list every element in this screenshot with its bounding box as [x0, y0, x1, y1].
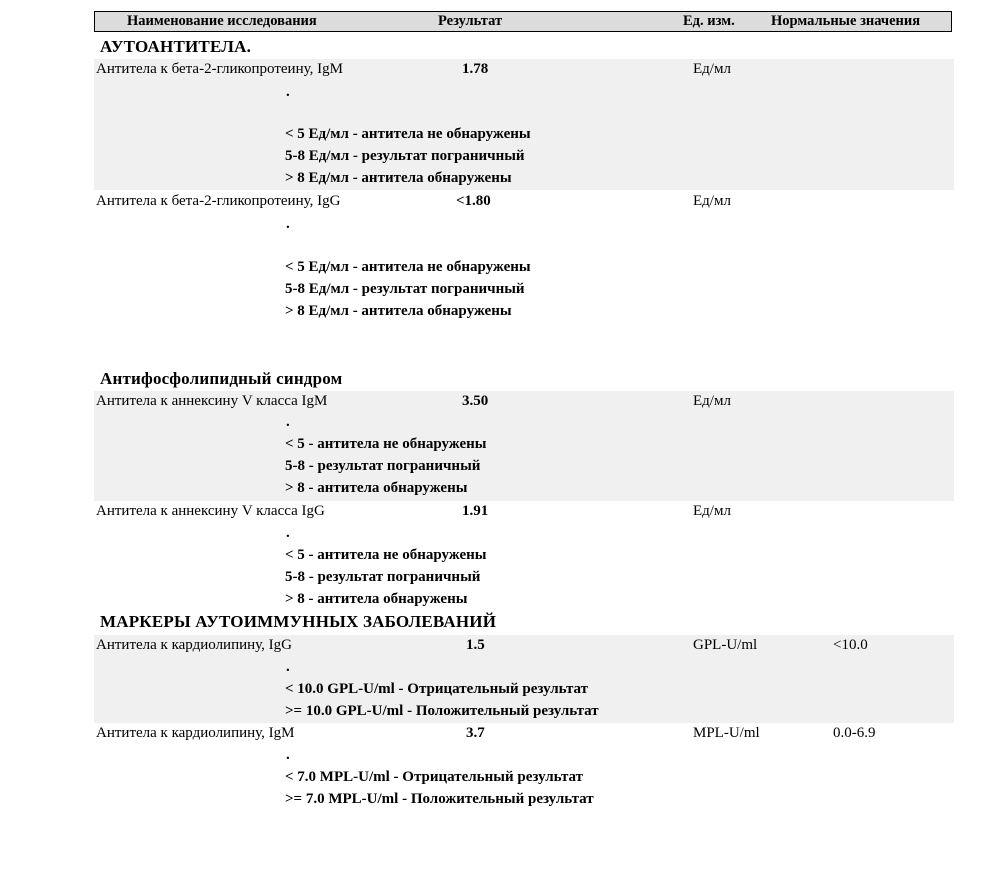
test-name: Антитела к бета-2-гликопротеину, IgM — [96, 61, 343, 77]
section-title: Антифосфолипидный синдром — [100, 369, 343, 388]
test-name: Антитела к аннексину V класса IgM — [96, 393, 328, 409]
reference-line: > 8 - антитела обнаружены — [285, 591, 468, 607]
test-norm: <10.0 — [833, 637, 868, 653]
test-unit: Ед/мл — [693, 503, 731, 519]
reference-line: > 8 - антитела обнаружены — [285, 480, 468, 496]
dot-marker: . — [286, 525, 290, 541]
test-name: Антитела к бета-2-гликопротеину, IgG — [96, 193, 341, 209]
dot-marker: . — [286, 747, 290, 763]
reference-line: < 10.0 GPL-U/ml - Отрицательный результат — [285, 681, 589, 697]
reference-line: 5-8 - результат пограничный — [285, 569, 481, 585]
table-header — [94, 11, 952, 32]
test-row — [94, 59, 954, 190]
test-name: Антитела к кардиолипину, IgG — [96, 637, 292, 653]
test-unit: Ед/мл — [693, 61, 731, 77]
test-unit: Ед/мл — [693, 193, 731, 209]
reference-line: 5-8 - результат пограничный — [285, 458, 481, 474]
test-row — [94, 723, 954, 813]
test-unit: GPL-U/ml — [693, 637, 758, 653]
reference-line: < 5 - антитела не обнаружены — [285, 547, 487, 563]
header-result: Результат — [438, 13, 503, 29]
dot-marker: . — [286, 216, 290, 232]
test-unit: MPL-U/ml — [693, 725, 760, 741]
header-name: Наименование исследования — [127, 13, 317, 29]
test-value: 1.91 — [462, 503, 489, 519]
dot-marker: . — [286, 659, 290, 675]
section-title: АУТОАНТИТЕЛА. — [100, 37, 252, 56]
test-norm: 0.0-6.9 — [833, 725, 876, 741]
header-unit: Ед. изм. — [683, 13, 735, 29]
test-value: 1.5 — [466, 637, 485, 653]
test-value: 3.50 — [462, 393, 489, 409]
dot-marker: . — [286, 84, 290, 100]
test-row — [94, 391, 954, 501]
reference-line: >= 10.0 GPL-U/ml - Положительный результат — [285, 703, 599, 719]
reference-line: < 5 Ед/мл - антитела не обнаружены — [285, 259, 531, 275]
reference-line: >= 7.0 MPL-U/ml - Положительный результат — [285, 791, 594, 807]
reference-line: > 8 Ед/мл - антитела обнаружены — [285, 170, 512, 186]
test-value: <1.80 — [456, 193, 491, 209]
reference-line: < 5 - антитела не обнаружены — [285, 436, 487, 452]
reference-line: < 5 Ед/мл - антитела не обнаружены — [285, 126, 531, 142]
header-norm: Нормальные значения — [771, 13, 921, 29]
test-value: 3.7 — [466, 725, 485, 741]
test-name: Антитела к кардиолипину, IgM — [96, 725, 295, 741]
test-row — [94, 191, 954, 326]
reference-line: > 8 Ед/мл - антитела обнаружены — [285, 303, 512, 319]
test-row — [94, 501, 954, 611]
dot-marker: . — [286, 414, 290, 430]
test-value: 1.78 — [462, 61, 489, 77]
test-name: Антитела к аннексину V класса IgG — [96, 503, 325, 519]
test-row — [94, 635, 954, 723]
reference-line: < 7.0 MPL-U/ml - Отрицательный результат — [285, 769, 584, 785]
section-title: МАРКЕРЫ АУТОИММУННЫХ ЗАБОЛЕВАНИЙ — [100, 612, 497, 631]
test-unit: Ед/мл — [693, 393, 731, 409]
reference-line: 5-8 Ед/мл - результат пограничный — [285, 281, 525, 297]
reference-line: 5-8 Ед/мл - результат пограничный — [285, 148, 525, 164]
